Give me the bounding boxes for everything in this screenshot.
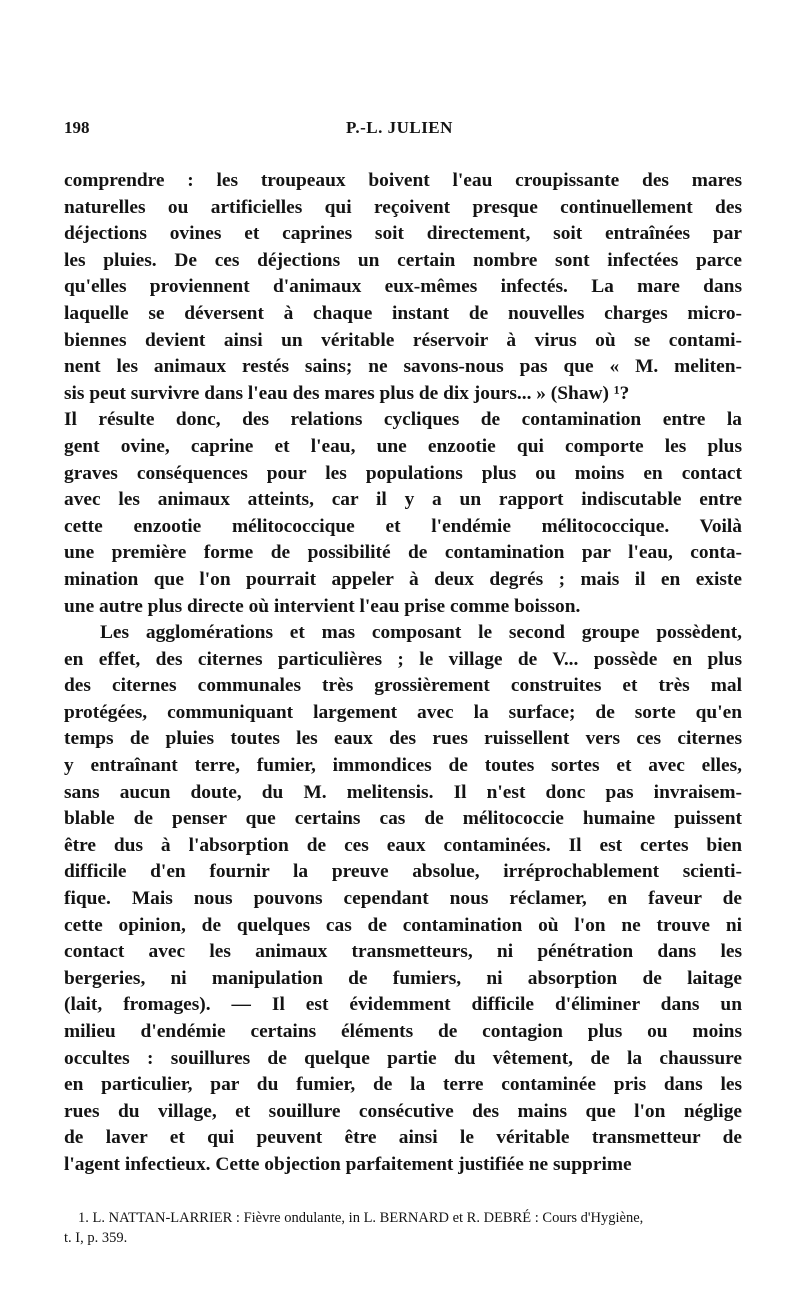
text-line: qu'elles proviennent d'animaux eux-mêmes infectés. La mare dans	[64, 276, 742, 298]
footnotes	[64, 1208, 742, 1248]
text-line: mination que l'on pourrait appeler à deux degrés ; mais il en existe	[64, 568, 742, 590]
text-line: des citernes communales très grossièrement construites et très mal	[64, 675, 742, 697]
text-line: biennes devient ainsi un véritable réservoir à virus où se contami-	[64, 329, 742, 351]
text-line: occultes : souillures de quelque partie du vêtement, de la chaussure	[64, 1047, 742, 1069]
text-line: l'agent infectieux. Cette objection parfaitement justifiée ne supprime	[64, 1153, 632, 1175]
text-line: sans aucun doute, du M. melitensis. Il n'est donc pas invraisem-	[64, 781, 742, 803]
footnote-line: 1. L. NATTAN-LARRIER : Fièvre ondulante, in L. BERNARD et R. DEBRÉ : Cours d'Hygiène,	[78, 1210, 644, 1226]
text-line: cette enzootie mélitococcique et l'endémie mélitococcique. Voilà	[64, 515, 742, 537]
page-number: 198	[64, 118, 90, 137]
text-line: sis peut survivre dans l'eau des mares plus de dix jours... » (Shaw) ¹?	[64, 382, 630, 404]
text-line: cette opinion, de quelques cas de contamination où l'on ne trouve ni	[64, 914, 742, 936]
text-line: de laver et qui peuvent être ainsi le véritable transmetteur de	[64, 1127, 742, 1149]
running-head: P.-L. JULIEN	[346, 118, 453, 137]
text-line: fique. Mais nous pouvons cependant nous réclamer, en faveur de	[64, 888, 742, 910]
text-line: laquelle se déversent à chaque instant de nouvelles charges micro-	[64, 302, 742, 324]
text-line: naturelles ou artificielles qui reçoivent presque continuellement des	[64, 196, 742, 218]
text-line: en effet, des citernes particulières ; le village de V... possède en plus	[64, 648, 742, 670]
text-line: comprendre : les troupeaux boivent l'eau croupissante des mares	[64, 170, 742, 191]
text-line: graves conséquences pour les populations plus ou moins en contact	[64, 462, 742, 484]
text-line: nent les animaux restés sains; ne savons-nous pas que « M. meliten-	[64, 356, 742, 378]
text-line: Il résulte donc, des relations cycliques de contamination entre la	[64, 409, 742, 431]
text-line: déjections ovines et caprines soit directement, soit entraînées par	[64, 223, 742, 245]
text-line: y entraînant terre, fumier, immondices de toutes sortes et avec elles,	[64, 755, 742, 777]
text-line: une première forme de possibilité de contamination par l'eau, conta-	[64, 542, 742, 564]
text-line: contact avec les animaux transmetteurs, ni pénétration dans les	[64, 941, 742, 963]
footnote-line: t. I, p. 359.	[64, 1230, 128, 1246]
text-line: blable de penser que certains cas de mélitococcie humaine puissent	[64, 808, 742, 830]
text-line: en particulier, par du fumier, de la terre contaminée pris dans les	[64, 1074, 742, 1096]
text-line: protégées, communiquant largement avec la surface; de sorte qu'en	[64, 701, 742, 723]
text-line: temps de pluies toutes les eaux des rues ruissellent vers ces citernes	[64, 728, 742, 750]
text-line: Les agglomérations et mas composant le second groupe possèdent,	[100, 622, 742, 644]
text-line: les pluies. De ces déjections un certain nombre sont infectées parce	[64, 249, 742, 271]
text-line: difficile d'en fournir la preuve absolue, irréprochablement scienti-	[64, 861, 742, 883]
body-text	[64, 168, 742, 1179]
text-line: bergeries, ni manipulation de fumiers, ni absorption de laitage	[64, 967, 742, 989]
text-line: être dus à l'absorption de ces eaux contaminées. Il est certes bien	[64, 834, 742, 856]
text-line: avec les animaux atteints, car il y a un rapport indiscutable entre	[64, 489, 742, 511]
text-line: (lait, fromages). — Il est évidemment difficile d'éliminer dans un	[64, 994, 742, 1016]
page-header	[64, 118, 740, 148]
text-line: rues du village, et souillure consécutive des mains que l'on néglige	[64, 1100, 742, 1122]
text-line: une autre plus directe où intervient l'eau prise comme boisson.	[64, 595, 581, 617]
text-line: milieu d'endémie certains éléments de contagion plus ou moins	[64, 1021, 742, 1042]
text-line: gent ovine, caprine et l'eau, une enzootie qui comporte les plus	[64, 435, 742, 457]
